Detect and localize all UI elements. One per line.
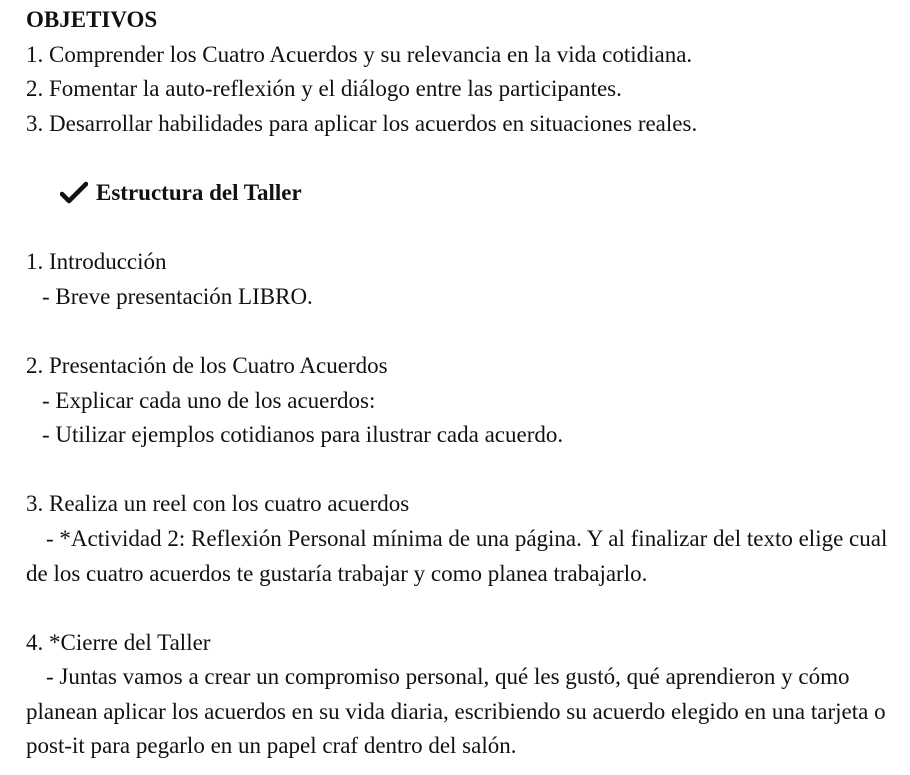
section-reel-paragraph: - *Actividad 2: Reflexión Personal mínima de una página. Y al finalizar del texto elige cual de los cuatro acuerdos te gustaría trabajar y como planea trabajarlo. [26, 525, 888, 586]
structure-heading [26, 176, 910, 211]
spacer [26, 314, 910, 349]
objective-item-1: 1. Comprender los Cuatro Acuerdos y su relevancia en la vida cotidiana. [26, 41, 693, 67]
section-presentation-line-1: - Explicar cada uno de los acuerdos: [42, 387, 376, 413]
spacer [26, 591, 910, 626]
section-closing-paragraph: - Juntas vamos a crear un compromiso personal, qué les gustó, qué aprendieron y cómo planean aplicar los acuerdos en su vida diaria, escribiendo su acuerdo elegido en una tarjeta o post-it para pegarlo en un papel craf dentro del salón. [26, 664, 886, 759]
section-closing-title: 4. *Cierre del Taller [26, 629, 211, 655]
check-mark-icon [60, 181, 88, 205]
section-intro-title: 1. Introducción [26, 249, 167, 275]
section-intro-line-1: - Breve presentación LIBRO. [42, 283, 313, 309]
document-page [26, 0, 910, 764]
spacer [26, 211, 910, 246]
structure-title: Estructura del Taller [96, 179, 302, 205]
section-reel-title: 3. Realiza un reel con los cuatro acuerdos [26, 491, 410, 517]
section-presentation-line-2: - Utilizar ejemplos cotidianos para ilustrar cada acuerdo. [42, 422, 564, 448]
objective-item-3: 3. Desarrollar habilidades para aplicar los acuerdos en situaciones reales. [26, 110, 698, 136]
spacer [26, 141, 910, 176]
section-presentation-title: 2. Presentación de los Cuatro Acuerdos [26, 352, 388, 378]
objective-item-2: 2. Fomentar la auto-reflexión y el diálogo entre las participantes. [26, 76, 622, 102]
spacer [26, 453, 910, 488]
objectives-heading: OBJETIVOS [26, 7, 158, 32]
